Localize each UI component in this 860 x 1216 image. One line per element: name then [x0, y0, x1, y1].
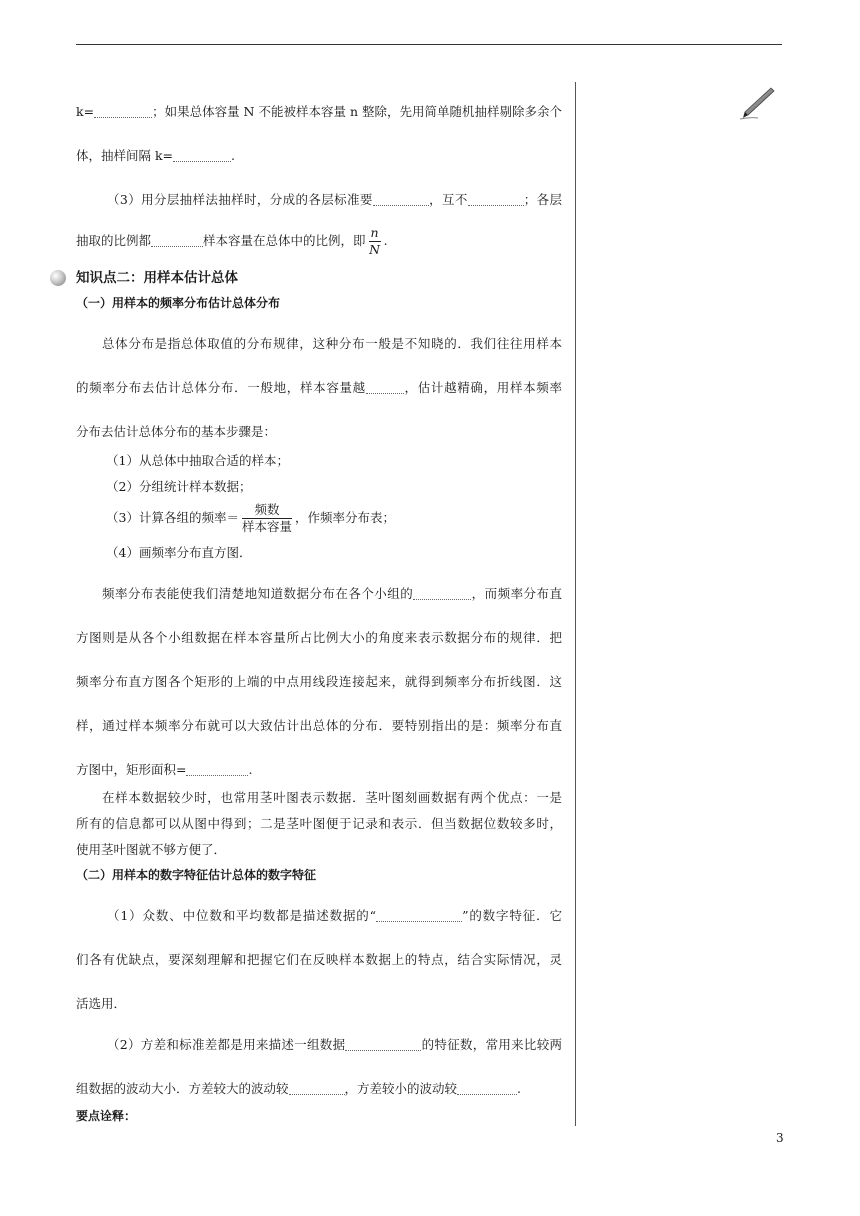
key-points-heading: 要点诠释： [76, 1109, 137, 1123]
fill-blank[interactable] [173, 149, 231, 162]
text-line: 活选用． [76, 996, 127, 1011]
text-line: 使用茎叶图就不够方便了． [76, 842, 227, 857]
text-line: 总体分布是指总体取值的分布规律，这种分布一般是不知晓的．我们往往用样本 [102, 336, 562, 351]
step-item: （3）计算各组的频率＝ $\frac{\text{频数}}{\text{样本容量}}$ ，作频率分布表； [106, 502, 395, 534]
text-line: 在样本数据较少时，也常用茎叶图表示数据．茎叶图刻画数据有两个优点：一是 [102, 790, 562, 805]
subsection-heading: （二）用样本的数字特征估计总体的数字特征 [76, 868, 317, 882]
text-line: k= ；如果总体容量 N 不能被样本容量 n 整除，先用简单随机抽样剔除多余个 [76, 104, 562, 119]
fill-blank[interactable] [151, 234, 203, 247]
text-line: 频率分布直方图各个矩形的上端的中点用线段连接起来，就得到频率分布折线图．这 [76, 674, 562, 689]
text-line: （3）用分层抽样法抽样时，分成的各层标准要 ，互不 ；各层 [107, 192, 562, 207]
pen-icon [738, 86, 776, 120]
text-line: 样，通过样本频率分布就可以大致估计出总体的分布．要特别指出的是：频率分布直 [76, 718, 562, 733]
fill-blank[interactable] [376, 909, 462, 922]
margin-divider [575, 82, 576, 1126]
text-line: （1）众数、中位数和平均数都是描述数据的“ ”的数字特征．它 [107, 908, 562, 923]
text-line: 方图中，矩形面积= . [76, 762, 253, 777]
page-number: 3 [776, 1131, 784, 1145]
fill-blank[interactable] [366, 381, 404, 394]
frequency-fraction: $\frac{\text{频数}}{\text{样本容量}}$ [241, 502, 292, 534]
fill-blank[interactable] [345, 1038, 421, 1051]
step-item: （2）分组统计样本数据； [106, 479, 252, 494]
section-heading: 知识点二：用样本估计总体 [76, 270, 562, 286]
step-item: （4）画频率分布直方图． [106, 545, 252, 560]
text-line: 的频率分布去估计总体分布．一般地，样本容量越 ，估计越精确，用样本频率 [76, 380, 562, 395]
text-line: 频率分布表能使我们清楚地知道数据分布在各个小组的 ，而频率分布直 [102, 586, 562, 601]
step-item: （1）从总体中抽取合适的样本； [106, 453, 289, 468]
fraction-n-over-N: $\frac{n}{N}$ [369, 225, 381, 257]
text-line: 们各有优缺点，要深刻理解和把握它们在反映样本数据上的特点，结合实际情况，灵 [76, 952, 562, 967]
fill-blank[interactable] [94, 105, 152, 118]
fill-blank[interactable] [289, 1082, 345, 1095]
fill-blank[interactable] [468, 193, 524, 206]
fill-blank[interactable] [186, 763, 248, 776]
text-line: 体，抽样间隔 k= . [76, 148, 236, 163]
text-line: 组数据的波动大小．方差较大的波动较 ，方差较小的波动较 . [76, 1081, 522, 1096]
text-line: （2）方差和标准差都是用来描述一组数据 的特征数，常用来比较两 [107, 1037, 562, 1052]
text-line: 抽取的比例都 样本容量在总体中的比例，即 $\frac{n}{N}$ . [76, 225, 388, 257]
bullet-icon [50, 270, 66, 286]
text-line: 方图则是从各个小组数据在样本容量所占比例大小的角度来表示数据分布的规律．把 [76, 630, 562, 645]
text-line: 所有的信息都可以从图中得到；二是茎叶图便于记录和表示．但当数据位数较多时， [76, 816, 562, 831]
fill-blank[interactable] [413, 587, 471, 600]
subsection-heading: （一）用样本的频率分布估计总体分布 [76, 296, 281, 310]
text-line: 分布去估计总体分布的基本步骤是： [76, 424, 277, 439]
fill-blank[interactable] [373, 193, 429, 206]
header-rule [76, 44, 782, 45]
fill-blank[interactable] [457, 1082, 517, 1095]
